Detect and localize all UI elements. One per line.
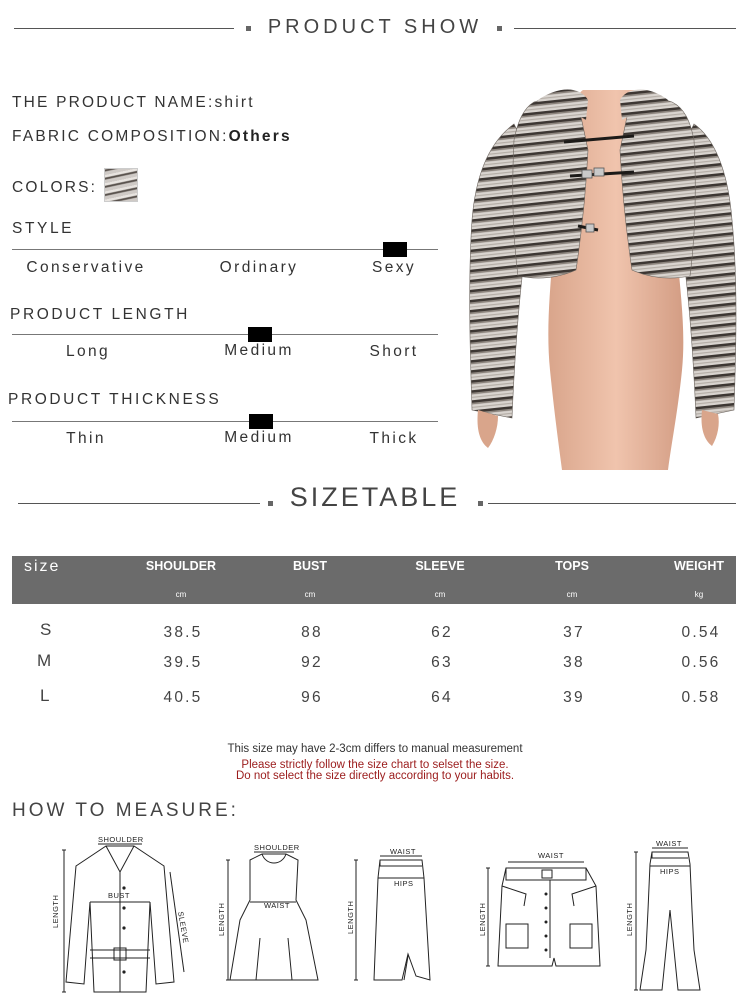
color-swatch[interactable] bbox=[104, 168, 138, 202]
habit-warning: Do not select the size directly according to your habits. bbox=[235, 770, 515, 782]
cell-bust: 96 bbox=[301, 689, 323, 706]
cell-bust: 88 bbox=[301, 624, 323, 641]
fabric-value: Others bbox=[228, 128, 292, 145]
size-table-header bbox=[12, 556, 736, 604]
product-photo bbox=[458, 80, 748, 470]
style-scale-line bbox=[12, 249, 438, 250]
row-size: S bbox=[40, 620, 52, 639]
cell-tops: 38 bbox=[563, 654, 585, 671]
cell-sleeve: 62 bbox=[431, 624, 453, 641]
cell-weight: 0.58 bbox=[681, 689, 721, 706]
thickness-label-thin: Thin bbox=[66, 430, 106, 447]
unit-sleeve: cm bbox=[434, 590, 446, 599]
length-scale-title: PRODUCT LENGTH bbox=[10, 306, 190, 323]
skirt-measure-diagram bbox=[344, 844, 444, 990]
label-length: LENGTH bbox=[51, 894, 60, 928]
label-shoulder: SHOULDER bbox=[254, 843, 300, 852]
size-chart-warning: Please strictly follow the size chart to selset the size. bbox=[241, 759, 509, 771]
cell-shoulder: 40.5 bbox=[163, 689, 203, 706]
style-label-ordinary: Ordinary bbox=[219, 259, 299, 276]
label-bust: BUST bbox=[108, 891, 131, 900]
column-header-shoulder: SHOULDER bbox=[145, 559, 217, 573]
size-column-header: size bbox=[24, 558, 61, 575]
column-header-bust: BUST bbox=[292, 559, 328, 573]
label-length: LENGTH bbox=[478, 902, 487, 936]
label-waist: WAIST bbox=[656, 840, 682, 848]
column-header-tops: TOPS bbox=[555, 559, 589, 573]
cell-shoulder: 39.5 bbox=[163, 654, 203, 671]
sizetable-header bbox=[0, 478, 750, 518]
length-label-medium: Medium bbox=[224, 342, 294, 359]
row-size: L bbox=[40, 686, 50, 705]
cell-tops: 37 bbox=[563, 624, 585, 641]
fabric-label: FABRIC COMPOSITION: bbox=[12, 128, 229, 145]
cell-shoulder: 38.5 bbox=[163, 624, 203, 641]
cell-sleeve: 64 bbox=[431, 689, 453, 706]
cell-bust: 92 bbox=[301, 654, 323, 671]
cell-weight: 0.54 bbox=[681, 624, 721, 641]
how-to-measure-title: HOW TO MEASURE: bbox=[12, 800, 239, 821]
style-label-sexy: Sexy bbox=[371, 259, 417, 276]
label-waist: WAIST bbox=[390, 847, 416, 856]
cell-weight: 0.56 bbox=[681, 654, 721, 671]
fabric-composition bbox=[12, 128, 292, 146]
label-shoulder: SHOULDER bbox=[98, 835, 144, 844]
colors-label: COLORS: bbox=[12, 179, 98, 196]
label-length: LENGTH bbox=[625, 902, 634, 936]
style-scale-title: STYLE bbox=[12, 220, 75, 237]
style-label-conservative: Conservative bbox=[26, 259, 146, 276]
product-show-title: PRODUCT SHOW bbox=[267, 16, 483, 38]
thickness-scale-title: PRODUCT THICKNESS bbox=[8, 391, 222, 408]
thickness-scale-marker bbox=[249, 414, 273, 429]
label-hips: HIPS bbox=[660, 867, 680, 876]
label-waist: WAIST bbox=[264, 901, 290, 910]
cell-sleeve: 63 bbox=[431, 654, 453, 671]
unit-tops: cm bbox=[566, 590, 578, 599]
row-size: M bbox=[37, 651, 52, 670]
length-scale-line bbox=[12, 334, 438, 335]
length-label-long: Long bbox=[65, 343, 111, 360]
unit-bust: cm bbox=[304, 590, 316, 599]
label-hips: HIPS bbox=[394, 879, 414, 888]
unit-shoulder: cm bbox=[175, 590, 187, 599]
length-scale-marker bbox=[248, 327, 272, 342]
pants-measure-diagram bbox=[618, 840, 708, 996]
cell-tops: 39 bbox=[563, 689, 585, 706]
label-sleeve: SLEEVE bbox=[176, 910, 191, 945]
thickness-label-thick: Thick bbox=[369, 430, 419, 447]
label-length: LENGTH bbox=[346, 900, 355, 934]
mini-skirt-measure-diagram bbox=[474, 846, 624, 976]
style-scale-marker bbox=[383, 242, 407, 257]
thickness-label-medium: Medium bbox=[224, 429, 294, 446]
jacket-measure-diagram bbox=[46, 832, 196, 1000]
label-waist: WAIST bbox=[538, 851, 564, 860]
product-show-header bbox=[0, 8, 750, 48]
column-header-sleeve: SLEEVE bbox=[415, 559, 465, 573]
product-name: THE PRODUCT NAME:shirt bbox=[12, 94, 255, 111]
label-length: LENGTH bbox=[217, 902, 226, 936]
thickness-scale-line bbox=[12, 421, 438, 422]
sizetable-title: SIZETABLE bbox=[289, 482, 461, 512]
length-label-short: Short bbox=[369, 343, 419, 360]
column-header-weight: WEIGHT bbox=[674, 559, 724, 573]
measurement-note: This size may have 2-3cm differs to manual measurement bbox=[227, 743, 523, 755]
unit-weight: kg bbox=[694, 590, 704, 599]
dress-measure-diagram bbox=[214, 840, 332, 990]
